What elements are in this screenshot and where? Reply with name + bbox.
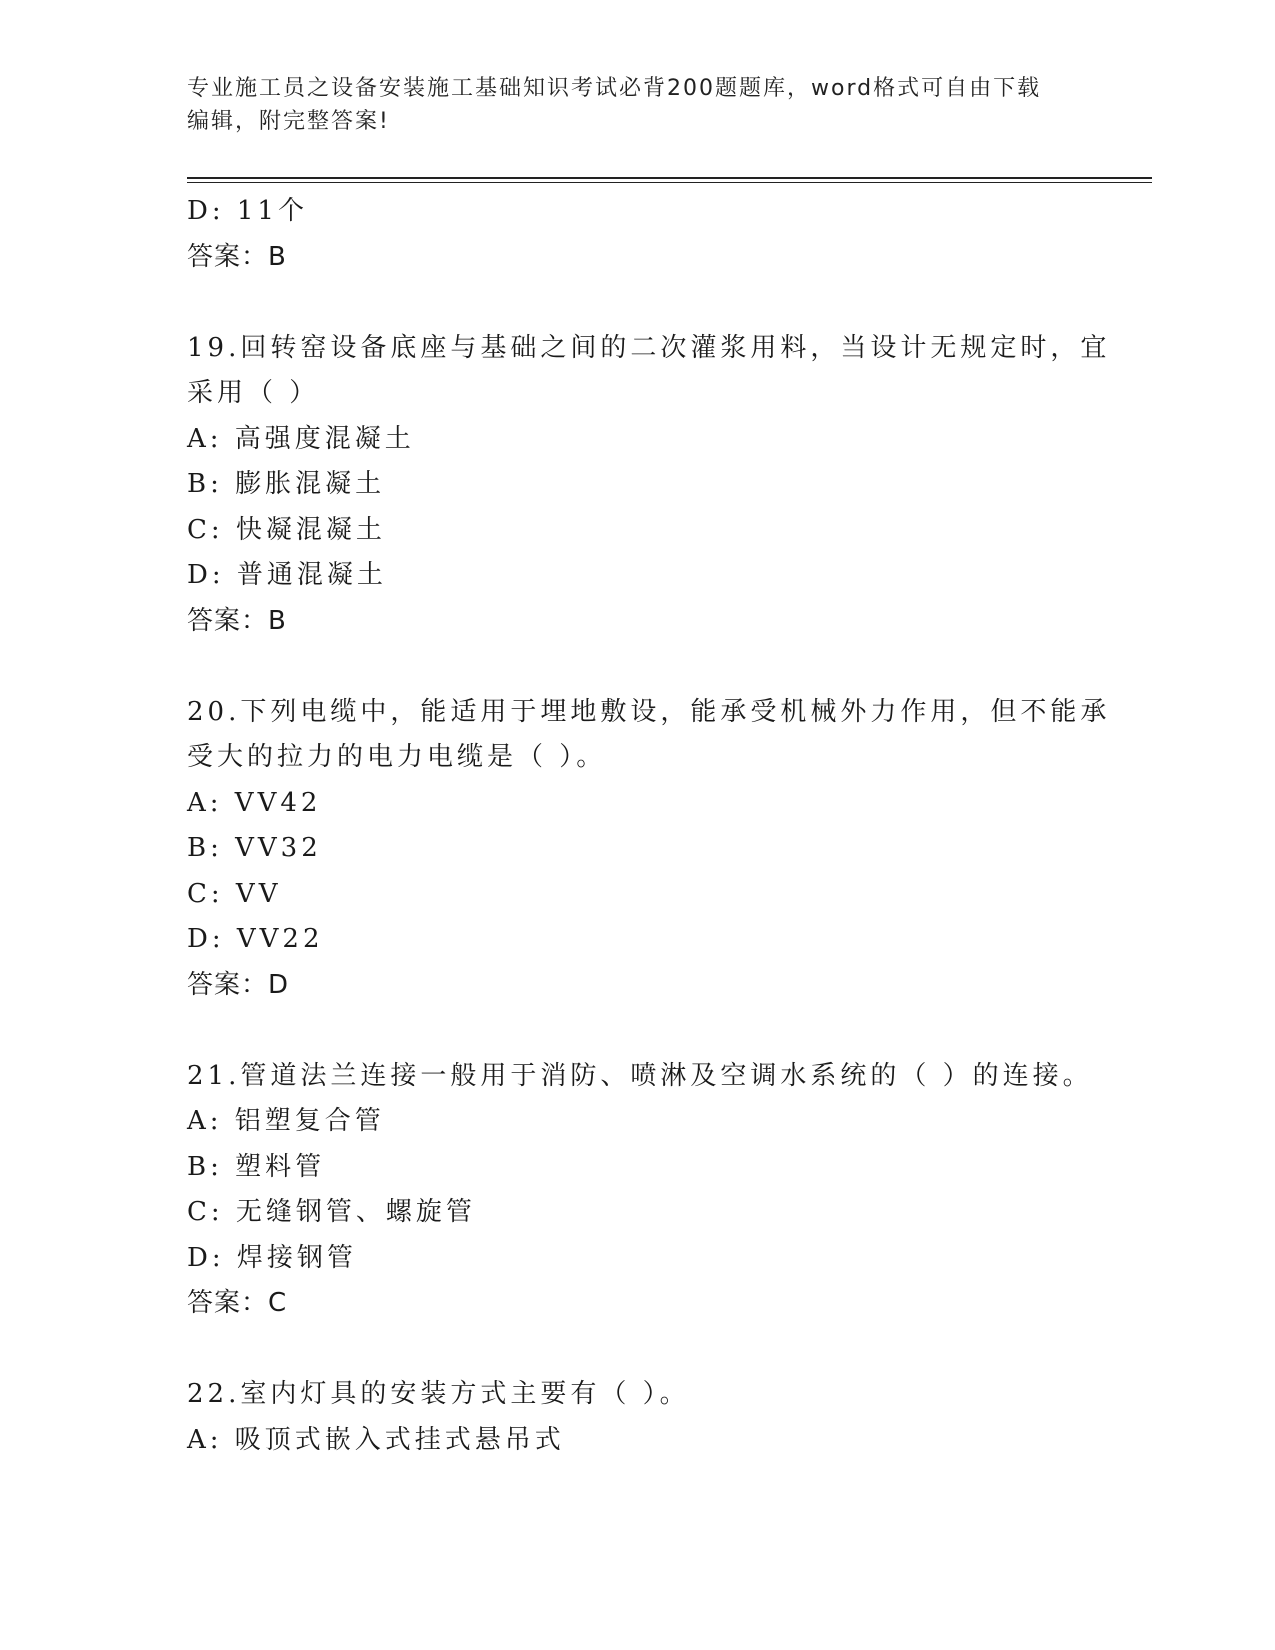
header-title-line-1: 专业施工员之设备安装施工基础知识考试必背200题题库，word格式可自由下载 xyxy=(187,76,1042,101)
option-d: D: 焊接钢管 xyxy=(187,1242,357,1273)
option-d: D: 11个 xyxy=(187,196,308,226)
option-a: A: 铝塑复合管 xyxy=(187,1106,385,1136)
header-divider xyxy=(187,177,1152,183)
option-a: A: 高强度混凝土 xyxy=(187,423,415,454)
answer-line: 答案：C xyxy=(187,1288,288,1318)
question-stem-line: 19.回转窑设备底座与基础之间的二次灌浆用料，当设计无规定时，宜 xyxy=(187,332,1111,363)
question-spacer xyxy=(187,280,1087,326)
option-d: D: VV22 xyxy=(187,924,324,954)
question-list xyxy=(187,189,1111,1463)
option-b: B: 塑料管 xyxy=(187,1151,326,1182)
question-stem-line: 22.室内灯具的安装方式主要有（ ）。 xyxy=(187,1379,690,1409)
option-b: B: VV32 xyxy=(187,833,322,863)
question-stem-line: 21.管道法兰连接一般用于消防、喷淋及空调水系统的（ ）的连接。 xyxy=(187,1060,1093,1091)
option-c: C: 无缝钢管、螺旋管 xyxy=(187,1197,476,1227)
question-stem-line: 受大的拉力的电力电缆是（ ）。 xyxy=(187,742,607,772)
answer-line: 答案：B xyxy=(187,241,287,272)
question-19 xyxy=(187,326,1111,645)
question-stem-line: 20.下列电缆中，能适用于埋地敷设，能承受机械外力作用，但不能承 xyxy=(187,696,1111,727)
question-spacer xyxy=(187,1327,1087,1373)
question-spacer xyxy=(187,1008,1087,1054)
option-c: C: 快凝混凝土 xyxy=(187,514,386,545)
question-21 xyxy=(187,1054,1093,1327)
answer-line: 答案：D xyxy=(187,969,290,1000)
question-stem-line: 采用（ ） xyxy=(187,378,320,408)
option-d: D: 普通混凝土 xyxy=(187,560,387,590)
option-c: C: VV xyxy=(187,878,282,909)
option-b: B: 膨胀混凝土 xyxy=(187,469,386,499)
option-a: A: VV42 xyxy=(187,787,322,818)
document-header xyxy=(187,72,1087,138)
option-a: A: 吸顶式嵌入式挂式悬吊式 xyxy=(187,1424,565,1455)
answer-line: 答案：B xyxy=(187,605,287,636)
header-title-line-2: 编辑，附完整答案! xyxy=(187,109,390,134)
question-20 xyxy=(187,690,1111,1009)
question-spacer xyxy=(187,644,1087,690)
question-22 xyxy=(187,1372,1087,1463)
